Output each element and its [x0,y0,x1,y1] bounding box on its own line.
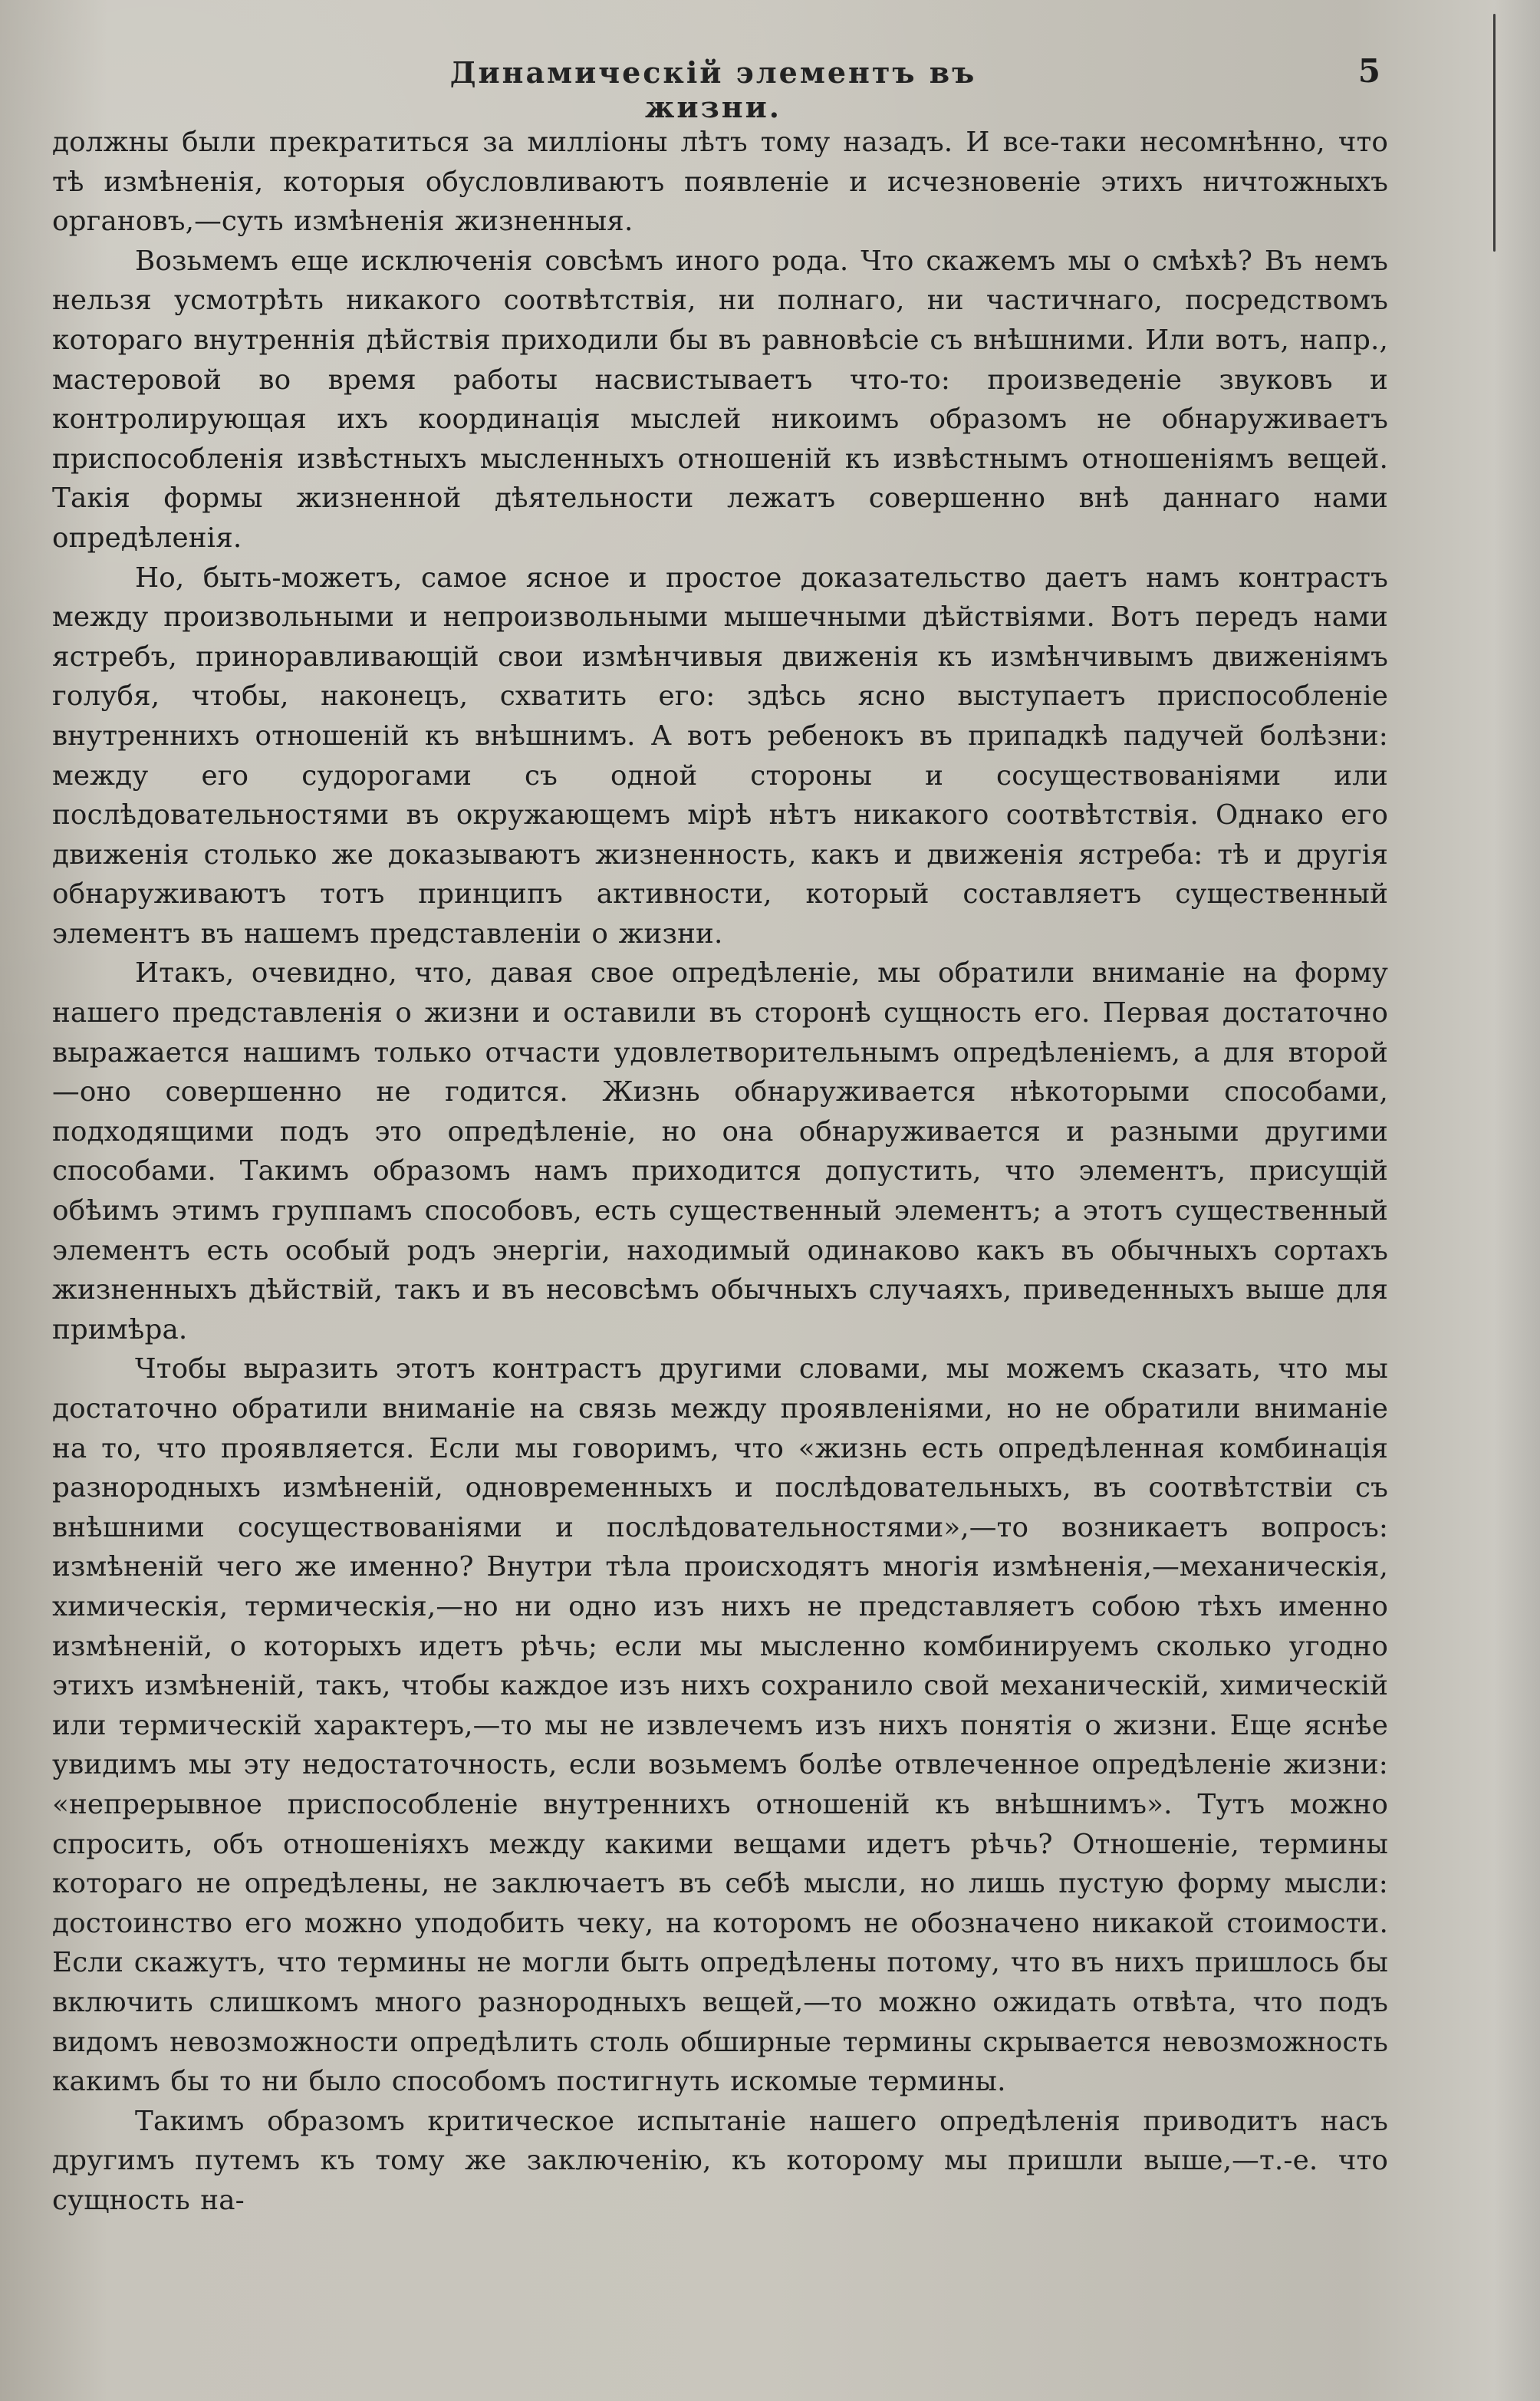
running-header-title: Динамическій элементъ въ жизни. [449,55,977,124]
page-number: 5 [1357,52,1380,90]
paragraph-voluntary-involuntary: Но, быть-можетъ, самое ясное и простое доказательство даетъ намъ контрастъ между произвольными и непроизвольными мышечными дѣйствіями. Вотъ передъ нами ястребъ, приноравливающій свои измѣнчивыя движенія къ измѣнчивымъ движеніямъ голубя, чтобы, наконецъ, схватить его: здѣсь ясно выступаетъ приспособленіе внутреннихъ отношеній къ внѣшнимъ. А вотъ ребенокъ въ припадкѣ падучей болѣзни: между его судорогами съ одной стороны и сосуществованіями или послѣдовательностями въ окружающемъ мірѣ нѣтъ никакого соотвѣтствія. Однако его движенія столько же доказываютъ жизненность, какъ и движенія ястреба: тѣ и другія обнаруживаютъ тотъ принципъ активности, который составляетъ существенный элементъ въ нашемъ представленіи о жизни. [52,562,1388,950]
main-text-body [52,123,1388,2220]
paragraph-laughter-exceptions: Возьмемъ еще исключенія совсѣмъ иного рода. Что скажемъ мы о смѣхѣ? Въ немъ нельзя усмотрѣть никакого соотвѣтствія, ни полнаго, ни частичнаго, посредствомъ котораго внутреннія дѣйствія приходили бы въ равновѣсіе съ внѣшними. Или вотъ, напр., мастеровой во время работы насвистываетъ что-то: произведеніе звуковъ и контролирующая ихъ координація мыслей никоимъ образомъ не обнаруживаетъ приспособленія извѣстныхъ мысленныхъ отношеній къ извѣстнымъ отношеніямъ вещей. Такія формы жизненной дѣятельности лежатъ совершенно внѣ даннаго нами опредѣленія. [52,245,1388,554]
paragraph-conclusion: Такимъ образомъ критическое испытаніе нашего опредѣленія приводитъ насъ другимъ путемъ къ тому же заключенію, къ которому мы пришли выше,—т.-е. что сущность на- [52,2105,1388,2216]
page-edge-shadow [1494,0,1540,2401]
paragraph-definition-critique: Чтобы выразить этотъ контрастъ другими словами, мы можемъ сказать, что мы достаточно обратили вниманіе на связь между проявленіями, но не обратили вниманіе на то, что проявляется. Если мы говоримъ, что «жизнь есть опредѣленная комбинація разнородныхъ измѣненій, одновременныхъ и послѣдовательныхъ, въ соотвѣтствіи съ внѣшними сосуществованіями и послѣдовательностями»,—то возникаетъ вопросъ: измѣненій чего же именно? Внутри тѣла происходятъ многія измѣненія,—механическія, химическія, термическія,—но ни одно изъ нихъ не представляетъ собою тѣхъ именно измѣненій, о которыхъ идетъ рѣчь; если мы мысленно комбинируемъ сколько угодно этихъ измѣненій, такъ, чтобы каждое изъ нихъ сохранило свой механическій, химическій или термическій характеръ,—то мы не извлечемъ изъ нихъ понятія о жизни. Еще яснѣе увидимъ мы эту недостаточность, если возьмемъ болѣе отвлеченное опредѣленіе жизни: «непрерывное приспособленіе внутреннихъ отношеній къ внѣшнимъ». Тутъ можно спросить, объ отношеніяхъ между какими вещами идетъ рѣчь? Отношеніе, термины котораго не опредѣлены, не заключаетъ въ себѣ мысли, но лишь пустую форму мысли: достоинство его можно уподобить чеку, на которомъ не обозначено никакой стоимости. Если скажутъ, что термины не могли быть опредѣлены потому, что въ нихъ пришлось бы включить слишкомъ много разнородныхъ вещей,—то можно ожидать отвѣта, что подъ видомъ невозможности опредѣлить столь обширные термины скрывается невозможность какимъ бы то ни было способомъ постигнуть искомые термины. [52,1353,1388,2098]
paragraph-form-and-essence: Итакъ, очевидно, что, давая свое опредѣленіе, мы обратили вниманіе на форму нашего представленія о жизни и оставили въ сторонѣ сущность его. Первая достаточно выражается нашимъ только отчасти удовлетворительнымъ опредѣленіемъ, а для второй—оно совершенно не годится. Жизнь обнаруживается нѣкоторыми способами, подходящими подъ это опредѣленіе, но она обнаруживается и разными другими способами. Такимъ образомъ намъ приходится допустить, что элементъ, присущій обѣимъ этимъ группамъ способовъ, есть существенный элементъ; а этотъ существенный элементъ есть особый родъ энергіи, находимый одинаково какъ въ обычныхъ сортахъ жизненныхъ дѣйствій, такъ и въ несовсѣмъ обычныхъ случаяхъ, приведенныхъ выше для примѣра. [52,957,1388,1345]
binding-line [1493,14,1496,252]
paragraph-continuation: должны были прекратиться за милліоны лѣтъ тому назадъ. И все-таки несомнѣнно, что тѣ измѣненія, которыя обусловливаютъ появленіе и исчезновеніе этихъ ничтожныхъ органовъ,—суть измѣненія жизненныя. [52,127,1388,238]
